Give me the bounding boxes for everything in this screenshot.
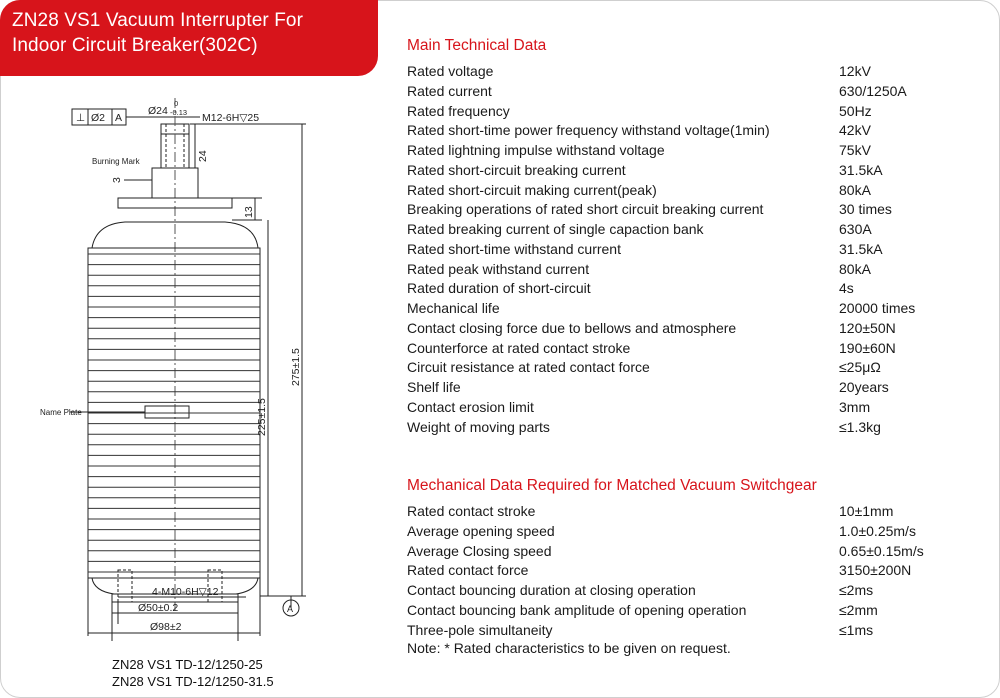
row-label: Contact closing force due to bellows and atmosphere — [407, 319, 737, 336]
row-value: 120±50N — [839, 319, 896, 336]
row-label: Rated short-time power frequency withstand voltage(1min) — [407, 122, 770, 139]
row-label: Weight of moving parts — [407, 418, 550, 435]
main-technical-data-title: Main Technical Data — [407, 37, 547, 54]
dim-13: 13 — [243, 206, 255, 218]
drawing-svg — [0, 76, 390, 676]
dim-275: 275±1.5 — [290, 348, 302, 386]
title-banner — [0, 0, 378, 76]
bellow-ribs — [88, 254, 260, 572]
burning-mark-label: Burning Mark — [92, 157, 140, 166]
row-label: Circuit resistance at rated contact force — [407, 359, 650, 376]
row-value: 3mm — [839, 398, 871, 415]
row-label: Rated peak withstand current — [407, 260, 590, 277]
row-value: 0.65±0.15m/s — [839, 542, 924, 559]
row-value: 75kV — [839, 142, 871, 158]
row-label: Rated contact stroke — [407, 503, 536, 519]
mechanical-data-title: Mechanical Data Required for Matched Vacuum Switchgear — [407, 477, 817, 494]
row-label: Breaking operations of rated short circuit breaking current — [407, 201, 764, 218]
interrupter-drawing — [0, 76, 390, 698]
row-label: Contact bouncing duration at closing operation — [407, 582, 696, 598]
row-value: ≤2ms — [839, 582, 874, 598]
row-value: ≤2mm — [839, 601, 878, 618]
row-value: 1.0±0.25m/s — [839, 522, 916, 539]
tol-symbol: ⊥ — [76, 112, 86, 124]
row-label: Contact erosion limit — [407, 398, 534, 415]
model-1: ZN28 VS1 TD-12/1250-25 — [112, 657, 263, 672]
title-line-1: ZN28 VS1 Vacuum Interrupter For — [12, 10, 304, 31]
row-value: 630/1250A — [839, 82, 907, 99]
thread-bottom-label: 4-M10-6H▽12 — [152, 586, 219, 598]
row-label: Mechanical life — [407, 300, 500, 316]
row-label: Three-pole simultaneity — [407, 621, 553, 638]
row-label: Counterforce at rated contact stroke — [407, 339, 631, 356]
row-value: 20000 times — [839, 300, 916, 316]
row-label: Contact bouncing bank amplitude of opening operation — [407, 601, 747, 618]
row-label: Rated breaking current of single capaction bank — [407, 221, 704, 237]
row-label: Average opening speed — [407, 522, 555, 539]
dim-top-diameter: Ø24 — [148, 105, 168, 117]
row-value: 80kA — [839, 260, 871, 277]
model-list — [112, 656, 274, 690]
row-value: 3150±200N — [839, 562, 912, 579]
row-value: 20years — [839, 379, 889, 395]
row-value: 30 times — [839, 201, 892, 218]
dia-50-label: Ø50±0.2 — [138, 602, 179, 614]
dim-3: 3 — [111, 177, 123, 183]
row-label: Rated contact force — [407, 562, 529, 579]
tol-value: Ø2 — [91, 112, 106, 124]
row-label: Shelf life — [407, 379, 461, 395]
row-value: 10±1mm — [839, 503, 894, 519]
name-plate-label: Name Plate — [40, 408, 82, 417]
row-value: ≤25μΩ — [839, 359, 881, 376]
note: Note: * Rated characteristics to be given on request. — [407, 640, 731, 656]
row-label: Rated lightning impulse withstand voltage — [407, 142, 665, 158]
row-label: Rated duration of short-circuit — [407, 280, 591, 297]
row-label: Rated short-circuit breaking current — [407, 161, 626, 178]
row-value: 31.5kA — [839, 240, 883, 257]
name-plate — [145, 406, 189, 418]
dim-top-tol-upper: 0 — [174, 99, 179, 108]
row-value: 190±60N — [839, 339, 896, 356]
row-label: Average Closing speed — [407, 542, 552, 559]
title-line-2: Indoor Circuit Breaker(302C) — [12, 35, 258, 56]
row-label: Rated voltage — [407, 63, 494, 79]
thread-top-label: M12-6H▽25 — [202, 112, 260, 124]
datum-label: A — [287, 604, 294, 614]
row-value: 630A — [839, 221, 872, 237]
row-value: 42kV — [839, 122, 871, 139]
dia-98-label: Ø98±2 — [150, 621, 182, 633]
row-label: Rated current — [407, 82, 492, 99]
row-label: Rated short-time withstand current — [407, 240, 621, 257]
row-value: 4s — [839, 280, 854, 297]
row-value: ≤1.3kg — [839, 418, 881, 435]
row-value: 50Hz — [839, 102, 872, 119]
tol-datum: A — [115, 112, 123, 124]
dim-24: 24 — [197, 150, 209, 162]
row-value: 31.5kA — [839, 161, 883, 178]
dim-225: 225±1.5 — [256, 398, 268, 436]
row-value: ≤1ms — [839, 621, 874, 638]
row-value: 80kA — [839, 181, 871, 198]
row-label: Rated frequency — [407, 102, 510, 119]
dim-top-tol-lower: -0.13 — [170, 108, 188, 117]
row-value: 12kV — [839, 63, 871, 79]
model-2: ZN28 VS1 TD-12/1250-31.5 — [112, 674, 274, 689]
row-label: Rated short-circuit making current(peak) — [407, 181, 657, 198]
